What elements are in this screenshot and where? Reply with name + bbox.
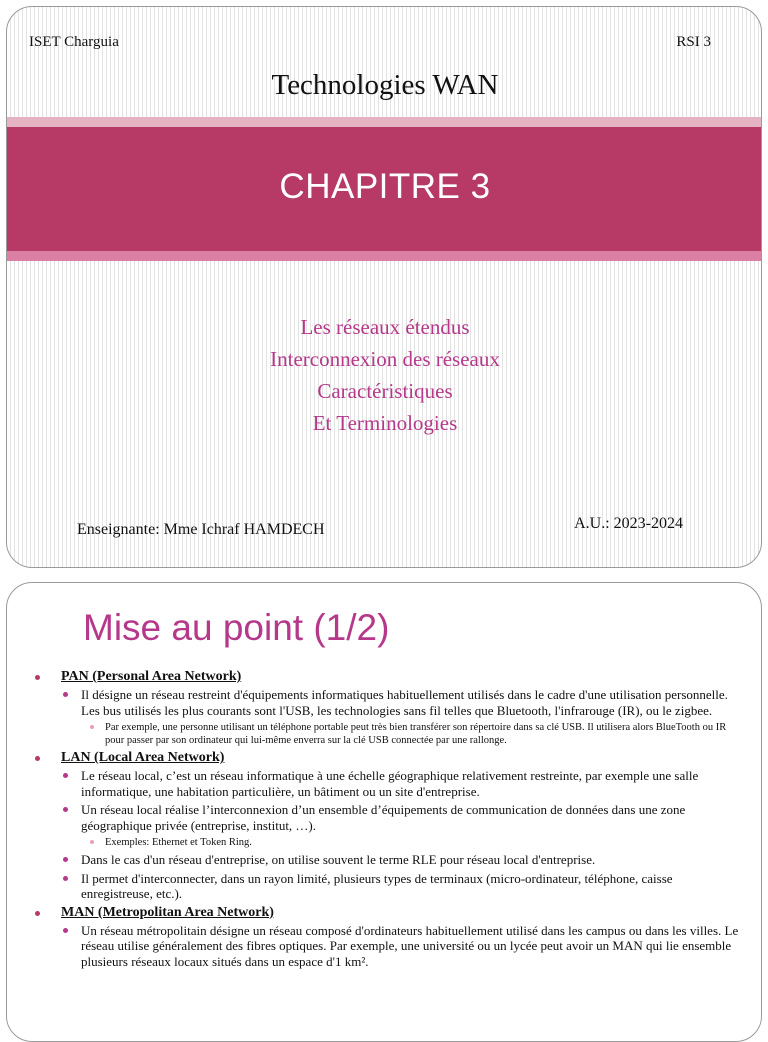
subtitle-line: Interconnexion des réseaux bbox=[270, 347, 500, 371]
course-title: Technologies WAN bbox=[271, 69, 499, 101]
lan-definition: Le réseau local, c’est un réseau informatique à une échelle géographique relativement restreinte, par exemple une salle informatique, une habitation particulière, un bâtiment ou un site d'entreprise. bbox=[31, 768, 741, 799]
man-heading: MAN (Metropolitan Area Network) bbox=[31, 905, 741, 921]
title-slide bbox=[6, 6, 762, 568]
man-definition: Un réseau métropolitain désigne un réseau composé d'ordinateurs habituellement utilisé dans les campus ou dans les villes. Le réseau utilise généralement des fibres optiques. Par exemple, une université ou un lycée peut avoir un MAN qui lie ensemble plusieurs réseaux locaux situés dans un espace d'1 km². bbox=[31, 923, 741, 970]
subtitle-line: Caractéristiques bbox=[317, 379, 453, 403]
pan-definition: Il désigne un réseau restreint d'équipements informatiques habituellement utilisés dans le cadre d'une utilisation personnelle. Les bus utilisés les plus courants sont l'USB, les technologies sans fil telles que Bluetooth, l'infrarouge (IR), ou le zigbee. bbox=[31, 687, 741, 718]
lan-examples: Exemples: Ethernet et Token Ring. bbox=[31, 836, 741, 849]
content-slide bbox=[6, 582, 762, 1042]
slide-title: Mise au point (1/2) bbox=[83, 607, 390, 648]
lan-heading: LAN (Local Area Network) bbox=[31, 750, 741, 766]
teacher-name: Enseignante: Mme Ichraf HAMDECH bbox=[77, 521, 325, 538]
subtitle-line: Les réseaux étendus bbox=[300, 315, 470, 339]
pan-example: Par exemple, une personne utilisant un téléphone portable peut très bien transférer son répertoire dans sa clé USB. Il utilisera alors BlueTooth ou IR pour passer par son ordinateur qui lui-même enverra sur la clé USB connectée par une rallonge. bbox=[31, 721, 741, 747]
band-bottom-stripe bbox=[7, 251, 762, 261]
chapter-title: CHAPITRE 3 bbox=[279, 167, 491, 206]
band-top-stripe bbox=[7, 117, 762, 127]
slide-content bbox=[31, 669, 741, 972]
academic-year: A.U.: 2023-2024 bbox=[574, 515, 683, 532]
subtitle-line: Et Terminologies bbox=[312, 411, 458, 435]
class-label: RSI 3 bbox=[676, 34, 711, 50]
chapter-subtitles bbox=[7, 311, 762, 439]
lan-terminals: Il permet d'interconnecter, dans un rayon limité, plusieurs types de terminaux (micro-ordinateur, téléphone, caisse enregistreuse, etc.). bbox=[31, 871, 741, 902]
lan-interconnection: Un réseau local réalise l’interconnexion d’un ensemble d’équipements de communication de données dans une zone géographique privée (entreprise, institut, …). bbox=[31, 802, 741, 833]
pan-heading: PAN (Personal Area Network) bbox=[31, 669, 741, 685]
lan-rle: Dans le cas d'un réseau d'entreprise, on utilise souvent le terme RLE pour réseau local d'entreprise. bbox=[31, 852, 741, 868]
institution-label: ISET Charguia bbox=[29, 34, 119, 50]
